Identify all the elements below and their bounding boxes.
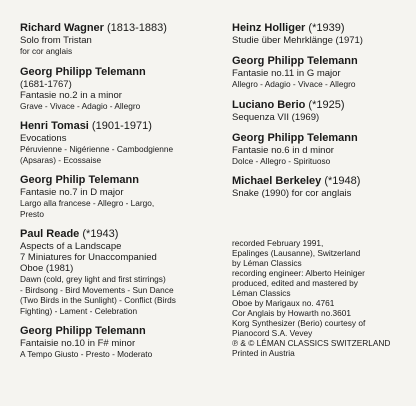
- movement-list: for cor anglais: [20, 46, 73, 56]
- composer-dates: (1901-1971): [88, 120, 152, 132]
- movement-list: (Apsaras) - Ecossaise: [20, 154, 102, 165]
- right-column: [232, 22, 412, 208]
- credit-line: Korg Synthesizer (Berio) courtesy of: [232, 318, 366, 328]
- composer-name: Richard Wagner: [20, 22, 104, 34]
- composer-line: [20, 228, 210, 241]
- work-title: (1681-1767): [20, 78, 72, 90]
- credit-line: Cor Anglais by Howarth no.3601: [232, 308, 351, 318]
- composer-line: [232, 132, 412, 145]
- program-entry: [232, 132, 412, 167]
- composer-dates: (*1925): [305, 98, 345, 111]
- work-title: Fantasie no.11 in G major: [232, 68, 341, 79]
- composer-line: [232, 22, 412, 35]
- recording-credits: [232, 238, 412, 358]
- credit-line: recorded February 1991,: [232, 238, 324, 248]
- movement-list: Allegro - Adagio - Vivace - Allegro: [232, 79, 356, 89]
- program-entry: [232, 175, 412, 199]
- credit-line: Printed in Austria: [232, 348, 295, 358]
- composer-line: [20, 325, 210, 338]
- work-title: Oboe (1981): [20, 263, 74, 274]
- composer-name: Georg Philipp Telemann: [20, 65, 146, 78]
- work-title: Fantaisie no.10 in F# minor: [20, 338, 136, 349]
- program-entry: [20, 228, 210, 316]
- program-entry: [20, 22, 210, 57]
- movement-list: Presto: [20, 208, 44, 219]
- program-entry: [20, 66, 210, 112]
- credit-line: produced, edited and mastered by: [232, 278, 358, 288]
- composer-line: [20, 22, 210, 35]
- credit-line: Léman Classics: [232, 288, 291, 298]
- program-entry: [232, 55, 412, 90]
- credit-line: recording engineer: Alberto Heiniger: [232, 268, 365, 278]
- composer-name: Georg Philipp Telemann: [232, 131, 358, 144]
- work-title: Fantasie no.7 in D major: [20, 187, 124, 198]
- credit-line: by Léman Classics: [232, 258, 302, 268]
- program-entry: [20, 120, 210, 165]
- movement-list: Grave - Vivace - Adagio - Allegro: [20, 100, 141, 111]
- credit-line: ℗ & © LÉMAN CLASSICS SWITZERLAND: [232, 338, 391, 348]
- composer-dates: (*1943): [79, 228, 119, 240]
- composer-name: Luciano Berio: [232, 98, 306, 111]
- composer-name: Henri Tomasi: [20, 120, 89, 132]
- credit-line: Oboe by Marigaux no. 4761: [232, 298, 335, 308]
- program-entry: [232, 99, 412, 123]
- composer-name: Paul Reade: [20, 228, 80, 240]
- work-title: Fantasie no.6 in d minor: [232, 144, 334, 156]
- movement-list: - Birdsong - Bird Movements - Sun Dance: [20, 284, 174, 295]
- composer-name: Georg Philip Telemann: [20, 174, 139, 186]
- composer-dates: (*1948): [321, 175, 361, 187]
- composer-name: Michael Berkeley: [232, 175, 322, 187]
- composer-line: [20, 174, 210, 187]
- composer-name: Heinz Holliger: [232, 22, 306, 34]
- composer-name: Georg Philipp Telemann: [20, 325, 146, 337]
- work-title: Fantasie no.2 in a minor: [20, 89, 122, 101]
- work-title: Evocations: [20, 133, 67, 144]
- composer-line: [232, 175, 412, 188]
- movement-list: (Two Birds in the Sunlight) - Conflict (Birds: [20, 295, 176, 305]
- movement-list: Fighting) - Lament - Celebration: [20, 305, 138, 316]
- work-title: Snake (1990) for cor anglais: [232, 188, 352, 199]
- work-title: Aspects of a Landscape: [20, 241, 122, 252]
- program-entry: [20, 174, 210, 219]
- composer-line: [232, 99, 412, 112]
- movement-list: Dawn (cold, grey light and first stirrings): [20, 274, 166, 284]
- movement-list: Largo alla francese - Allegro - Largo,: [20, 198, 155, 208]
- program-entry: [20, 325, 210, 360]
- composer-line: [20, 120, 210, 133]
- work-title: Studie über Mehrklänge (1971): [232, 35, 363, 46]
- work-title: Sequenza VII (1969): [232, 111, 320, 123]
- composer-dates: (*1939): [305, 22, 345, 34]
- work-title: Solo from Tristan: [20, 35, 92, 46]
- movement-list: A Tempo Giusto - Presto - Moderato: [20, 349, 153, 359]
- movement-list: Dolce - Allegro - Spirituoso: [232, 155, 331, 166]
- composer-name: Georg Philipp Telemann: [232, 55, 358, 67]
- credit-line: Epalinges (Lausanne), Switzerland: [232, 248, 361, 258]
- composer-line: [20, 66, 210, 79]
- movement-list: Péruvienne - Nigérienne - Cambodgienne: [20, 144, 174, 154]
- work-title: 7 Miniatures for Unaccompanied: [20, 252, 157, 263]
- program-entry: [232, 22, 412, 46]
- composer-dates: (1813-1883): [103, 22, 167, 34]
- credit-line: Pianocord S.A. Vevey: [232, 328, 313, 338]
- left-column: [20, 22, 210, 369]
- composer-line: [232, 55, 412, 68]
